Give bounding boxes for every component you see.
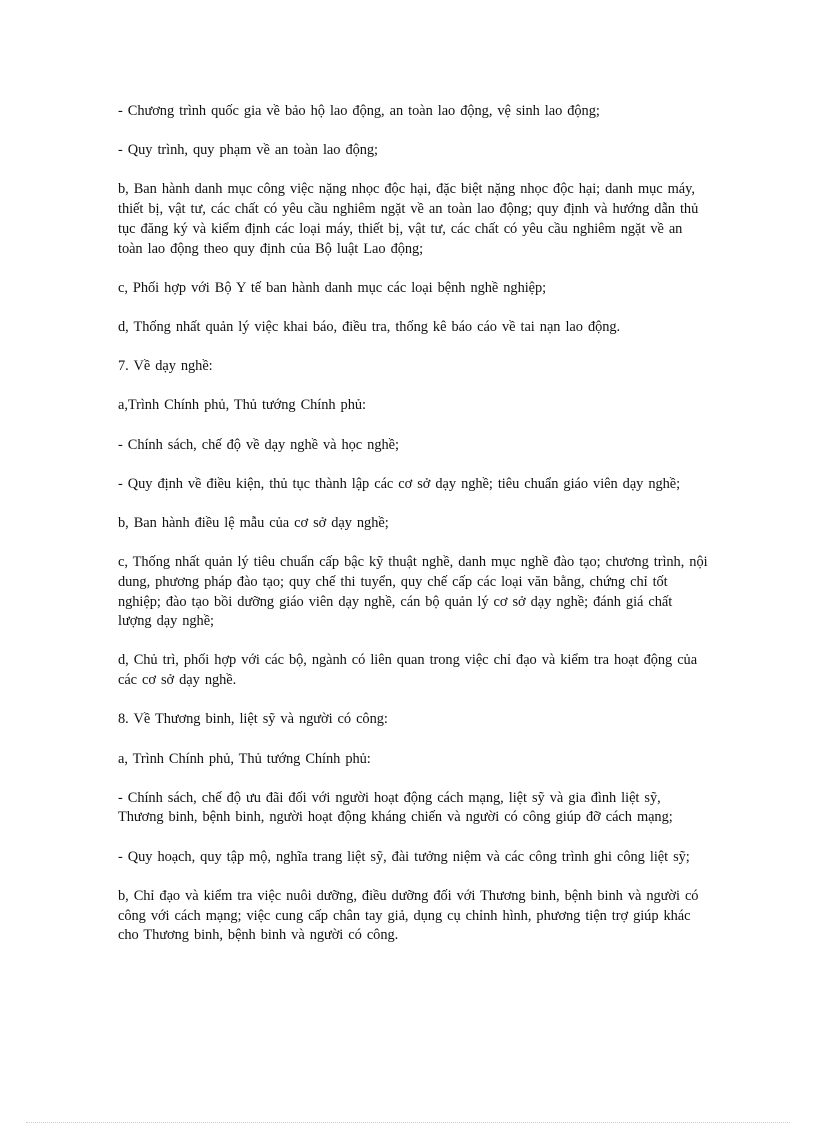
paragraph-coordinate-inspection: d, Chủ trì, phối hợp với các bộ, ngành có liên quan trong việc chỉ đạo và kiểm tra hoạt động của các cơ sở dạy nghề. [118,652,698,689]
paragraph-care-inspection: b, Chỉ đạo và kiểm tra việc nuôi dưỡng, điều dưỡng đối với Thương binh, bệnh binh và người có công với cách mạng; việc cung cấp chân tay giả, dụng cụ chỉnh hình, phương tiện trợ giúp khác cho Thương binh, bệnh binh và người có công. [118,887,699,944]
document-body [118,102,708,965]
paragraph-training-policy: - Chính sách, chế độ về dạy nghề và học nghề; [118,436,399,453]
paragraph-accident-reporting: d, Thống nhất quản lý việc khai báo, điều tra, thống kê báo cáo về tai nạn lao động. [118,318,621,335]
paragraph-skill-standards: c, Thống nhất quản lý tiêu chuẩn cấp bậc kỹ thuật nghề, danh mục nghề đào tạo; chương trình, nội dung, phương pháp đào tạo; quy chế thi tuyển, quy chế cấp các loại văn bằng, chứng chỉ tốt nghiệp; đào tạo bồi dưỡng giáo viên dạy nghề, cán bộ quản lý cơ sở dạy nghề; đánh giá chất lượng dạy nghề; [118,554,708,630]
paragraph-submit-government: a,Trình Chính phủ, Thủ tướng Chính phủ: [118,397,366,414]
paragraph-labor-safety-program: - Chương trình quốc gia về bảo hộ lao động, an toàn lao động, vệ sinh lao động; [118,103,600,119]
paragraph-safety-regulations: - Quy trình, quy phạm về an toàn lao động; [118,142,378,159]
paragraph-training-establishment: - Quy định về điều kiện, thủ tục thành lập các cơ sở dạy nghề; tiêu chuẩn giáo viên dạy nghề; [118,475,681,492]
paragraph-hazardous-work-list: b, Ban hành danh mục công việc nặng nhọc độc hại, đặc biệt nặng nhọc độc hại; danh mục máy, thiết bị, vật tư, các chất có yêu cầu nghiêm ngặt về an toàn lao động; quy định và hướng dẫn thủ tục đăng ký và kiểm định các loại máy, thiết bị, vật tư, các chất có yêu cầu nghiêm ngặt về an toàn lao động theo quy định của Bộ luật Lao động; [118,181,699,257]
paragraph-occupational-disease: c, Phối hợp với Bộ Y tế ban hành danh mục các loại bệnh nghề nghiệp; [118,279,547,296]
paragraph-submit-government-2: a, Trình Chính phủ, Thủ tướng Chính phủ: [118,750,371,767]
section-heading-vocational-training: 7. Về dạy nghề: [118,358,213,375]
section-heading-war-invalids: 8. Về Thương binh, liệt sỹ và người có công: [118,711,388,728]
paragraph-cemetery-planning: - Quy hoạch, quy tập mộ, nghĩa trang liệt sỹ, đài tưởng niệm và các công trình ghi công liệt sỹ; [118,848,690,865]
paragraph-preferential-policy: - Chính sách, chế độ ưu đãi đối với người hoạt động cách mạng, liệt sỹ và gia đình liệt sỹ, Thương binh, bệnh binh, người hoạt động kháng chiến và người có công giúp đỡ cách mạng; [118,789,673,826]
paragraph-model-charter: b, Ban hành điều lệ mẫu của cơ sở dạy nghề; [118,514,389,531]
